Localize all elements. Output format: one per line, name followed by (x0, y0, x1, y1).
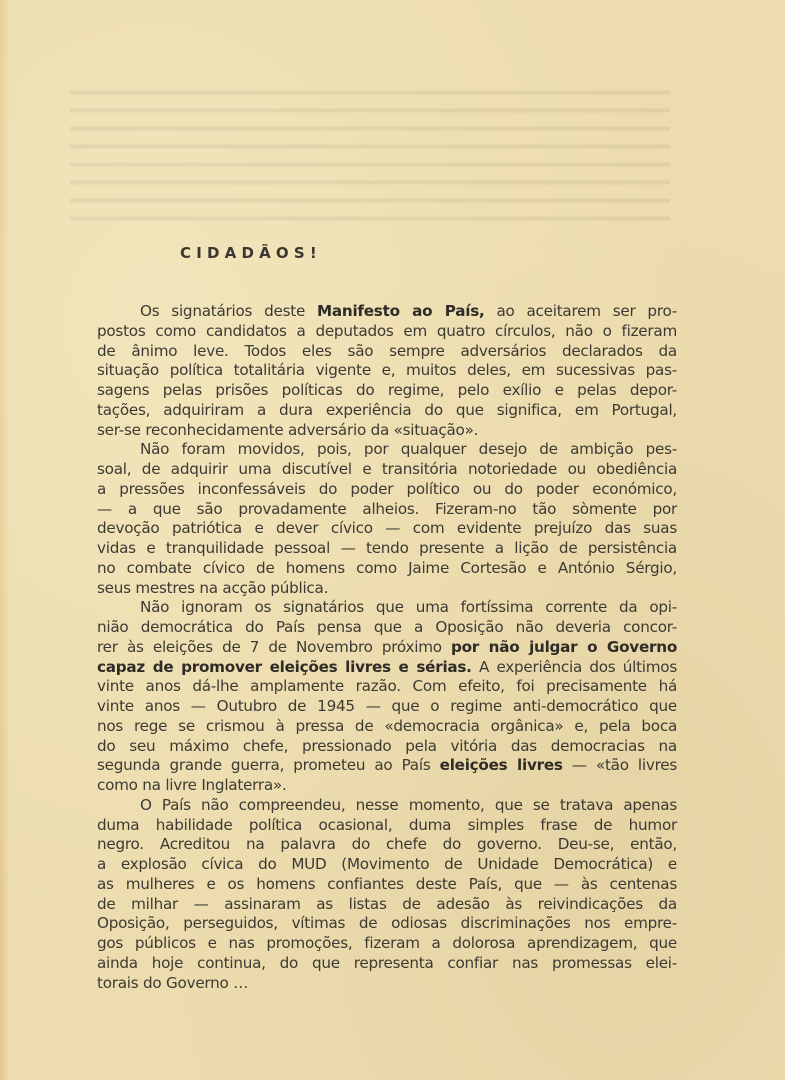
text-run: soal, de adquirir uma discutível e transitória notoriedade ou obediência (97, 460, 677, 478)
text-run: vidas e tranquilidade pessoal — tendo presente a lição de persistência (97, 539, 677, 557)
text-run: de milhar — assinaram as listas de adesão às reivindicações da (97, 894, 677, 913)
text-line (97, 460, 677, 480)
text-line (97, 361, 677, 381)
text-line (97, 421, 677, 441)
text-run: duma habilidade política ocasional, duma simples frase de humor (97, 815, 677, 834)
paragraph (97, 302, 677, 440)
text-line (97, 480, 677, 500)
text-run: vinte anos — Outubro de 1945 — que o regime anti-democrático que (97, 697, 677, 715)
text-line (97, 342, 677, 362)
text-line (97, 519, 677, 539)
text-run: ao aceitarem ser pro- (484, 302, 677, 320)
paragraph (97, 796, 677, 994)
text-line (97, 381, 677, 401)
text-run: rer às eleições de 7 de Novembro próximo (97, 637, 451, 656)
text-run: A experiência dos últimos (471, 657, 677, 676)
text-run: segunda grande guerra, prometeu ao País (97, 756, 440, 775)
text-run: gos públicos e nas promoções, fizeram a dolorosa aprendizagem, que (97, 934, 677, 952)
text-line (97, 638, 677, 658)
text-run: — a que são provadamente alheios. Fizeram-no tão sòmente por (97, 499, 677, 518)
text-line (97, 974, 677, 994)
text-run: seus mestres na acção pública. (97, 578, 329, 597)
text-line (97, 855, 677, 875)
text-line (97, 717, 677, 737)
bold-text: capaz de promover eleições livres e sérias. (97, 657, 472, 676)
text-line (97, 816, 677, 836)
text-run: de ânimo leve. Todos eles são sempre adversários declarados da (97, 341, 677, 360)
show-through-texture (70, 80, 670, 230)
manifesto-body (97, 302, 677, 993)
text-line (97, 835, 677, 855)
text-line (97, 914, 677, 934)
bold-text: Manifesto ao País, (317, 302, 485, 320)
text-line (97, 756, 677, 776)
text-run: ser-se reconhecidamente adversário da «situação». (97, 420, 479, 439)
text-line (97, 598, 677, 618)
text-line (97, 934, 677, 954)
text-run: tações, adquiriram a dura experiência do que significa, em Portugal, (97, 400, 677, 419)
text-line (97, 895, 677, 915)
text-run: — «tão livres (562, 756, 677, 775)
text-line (97, 875, 677, 895)
paragraph (97, 440, 677, 598)
text-run: torais do Governo … (97, 973, 249, 992)
text-line (97, 401, 677, 421)
text-run: como na livre Inglaterra». (97, 776, 287, 794)
text-line (97, 658, 677, 678)
text-line (97, 796, 677, 816)
text-run: Não ignoram os signatários que uma fortíssima corrente da opi- (140, 598, 677, 617)
paragraph (97, 598, 677, 796)
text-line (97, 539, 677, 559)
text-run: Os signatários deste (140, 302, 318, 320)
text-run: no combate cívico de homens como Jaime Cortesão e António Sérgio, (97, 558, 677, 577)
text-line (97, 618, 677, 638)
text-run: O País não compreendeu, nesse momento, que se tratava apenas (140, 795, 677, 814)
text-run: negro. Acreditou na palavra do chefe do governo. Deu-se, então, (97, 835, 677, 854)
text-run: as mulheres e os homens confiantes deste País, que — às centenas (97, 874, 677, 893)
page-heading: CIDADÃOS! (180, 244, 322, 262)
text-run: nos rege se crismou à pressa de «democracia orgânica» e, pela boca (97, 716, 677, 735)
text-run: do seu máximo chefe, pressionado pela vitória das democracias na (97, 736, 677, 755)
text-line (97, 302, 677, 322)
text-line (97, 677, 677, 697)
text-run: situação política totalitária vigente e, muitos deles, em sucessivas pas- (97, 361, 677, 380)
text-line (97, 697, 677, 717)
text-run: ainda hoje continua, do que representa confiar nas promessas elei- (97, 953, 677, 972)
bold-text: por não julgar o Governo (450, 637, 677, 656)
text-run: vinte anos dá-lhe amplamente razão. Com efeito, foi precisamente há (97, 677, 677, 696)
text-line (97, 322, 677, 342)
text-run: a explosão cívica do MUD (Movimento de Unidade Democrática) e (97, 855, 677, 873)
text-line (97, 776, 677, 796)
text-line (97, 500, 677, 520)
text-run: sagens pelas prisões políticas do regime, pelo exílio e pelas depor- (97, 381, 677, 399)
text-line (97, 737, 677, 757)
text-run: nião democrática do País pensa que a Oposição não deveria concor- (97, 618, 677, 636)
text-line (97, 559, 677, 579)
text-line (97, 579, 677, 599)
text-run: postos como candidatos a deputados em quatro círculos, não o fizeram (97, 321, 677, 340)
text-run: a pressões inconfessáveis do poder político ou do poder económico, (97, 479, 677, 498)
bold-text: eleições livres (439, 756, 563, 775)
text-line (97, 954, 677, 974)
text-line (97, 440, 677, 460)
text-run: Oposição, perseguidos, vítimas de odiosas discriminações nos empre- (97, 914, 677, 933)
text-run: devoção patriótica e dever cívico — com evidente prejuízo das suas (97, 519, 677, 538)
text-run: Não foram movidos, pois, por qualquer desejo de ambição pes- (140, 440, 677, 459)
